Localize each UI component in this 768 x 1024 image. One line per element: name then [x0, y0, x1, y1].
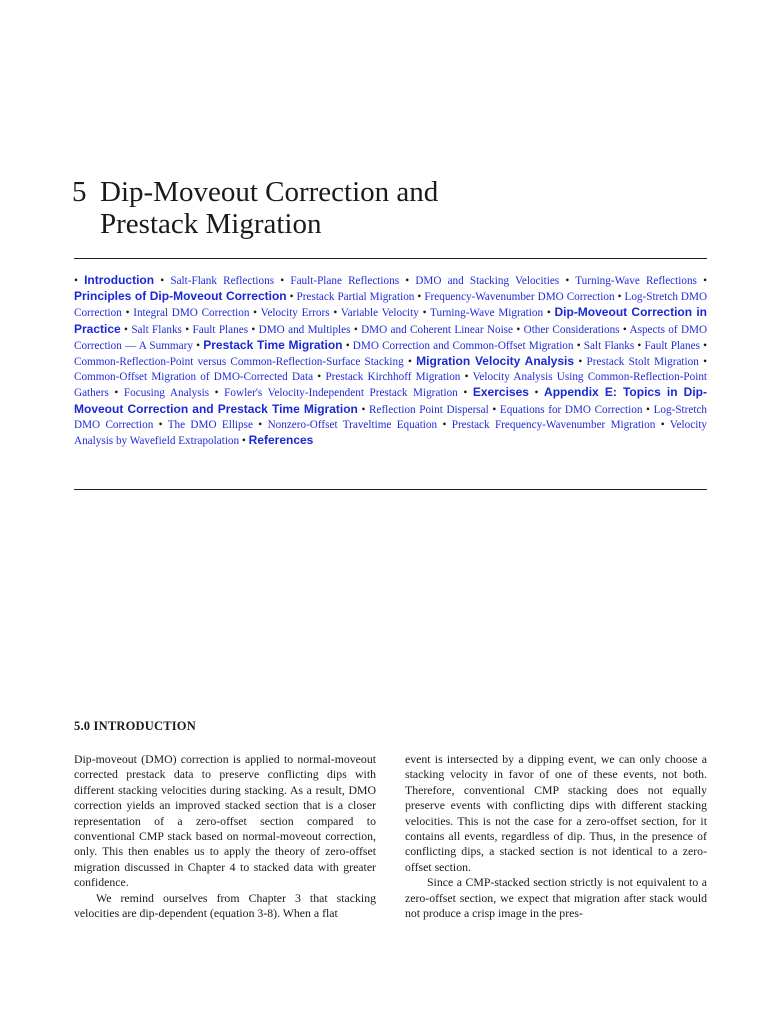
toc-subsection-link[interactable]: DMO and Multiples — [258, 323, 351, 336]
toc-bullet: • — [241, 435, 246, 448]
toc-bullet: • — [317, 371, 322, 384]
toc-subsection-link[interactable]: Fault Planes — [192, 323, 249, 336]
toc-subsection-link[interactable]: Prestack Frequency-Wavenumber Migration — [451, 418, 656, 431]
toc-bullet: • — [160, 275, 165, 287]
chapter-title-line-2: Prestack Migration — [100, 208, 322, 240]
chapter-title-line-1: Dip-Moveout Correction and — [100, 176, 439, 208]
toc-subsection-link[interactable]: Salt Flanks — [583, 339, 635, 352]
toc-bullet: • — [124, 323, 128, 336]
toc-section-link[interactable]: Migration Velocity Analysis — [416, 354, 575, 369]
toc-bullet: • — [578, 356, 583, 369]
toc-subsection-link[interactable]: Log-Stretch DMO Correction — [74, 291, 708, 320]
toc-bullet: • — [576, 339, 581, 352]
toc-bullet: • — [114, 387, 119, 400]
toc-bullet: • — [417, 291, 422, 304]
toc-subsection-link[interactable]: Prestack Kirchhoff Migration — [325, 371, 461, 384]
toc-bullet: • — [703, 275, 707, 287]
toc-subsection-link[interactable]: Integral DMO Correction — [133, 307, 250, 320]
toc-bullet: • — [463, 387, 468, 400]
toc-bullet: • — [253, 307, 258, 320]
toc-bullet: • — [516, 323, 521, 336]
chapter-number: 5 — [72, 176, 87, 208]
toc-bullet: • — [258, 418, 263, 431]
paragraph: We remind ourselves from Chapter 3 that stacking velocities are dip-dependent (equation 3-8). When a flat — [74, 890, 376, 921]
toc-bullet: • — [660, 418, 665, 431]
toc-subsection-link[interactable]: Velocity Analysis by Wavefield Extrapolation — [74, 418, 708, 448]
toc-subsection-link[interactable]: Fault Planes — [644, 339, 700, 352]
toc-subsection-link[interactable]: DMO and Coherent Linear Noise — [361, 323, 513, 336]
toc-subsection-link[interactable]: Salt Flanks — [131, 323, 182, 336]
toc-section-link[interactable]: References — [248, 433, 314, 448]
toc-bullet: • — [353, 323, 358, 336]
toc-bullet: • — [622, 323, 627, 336]
toc-bullet: • — [361, 403, 366, 416]
toc-bullet: • — [565, 275, 570, 287]
toc-bullet: • — [74, 275, 78, 287]
toc-subsection-link[interactable]: Turning-Wave Migration — [430, 307, 544, 320]
toc-bullet: • — [280, 275, 285, 287]
toc-subsection-link[interactable]: Variable Velocity — [340, 307, 419, 320]
toc-subsection-link[interactable]: Salt-Flank Reflections — [170, 275, 275, 287]
toc-bullet: • — [646, 403, 650, 416]
toc-bullet: • — [289, 291, 294, 304]
toc-bullet: • — [196, 339, 201, 352]
toc-subsection-link[interactable]: Velocity Analysis Using Common-Reflection-Point Gathers — [74, 371, 708, 400]
toc-bullet: • — [703, 356, 708, 369]
toc-subsection-link[interactable]: Common-Offset Migration of DMO-Corrected Data — [74, 371, 314, 384]
paragraph: Dip-moveout (DMO) correction is applied to normal-moveout corrected prestack data to preserve conflicting dips with different stacking velocities during stacking. As a result, DMO correction yields an improved stacked section that is a closer representation of a zero-offset section compared to conventional CMP stack based on normal-moveout correction, only. This then enables us to apply the theory of zero-offset migration discussed in Chapter 4 to stacked data with greater confidence. — [74, 752, 376, 890]
toc-subsection-link[interactable]: Frequency-Wavenumber DMO Correction — [424, 291, 615, 304]
paragraph: Since a CMP-stacked section strictly is not equivalent to a zero-offset section, we expect that migration after stack would not produce a crisp image in the pres- — [405, 875, 707, 921]
toc-subsection-link[interactable]: Velocity Errors — [260, 307, 330, 320]
toc-bullet: • — [405, 275, 410, 287]
toc-subsection-link[interactable]: The DMO Ellipse — [167, 418, 253, 431]
top-divider — [74, 258, 707, 259]
toc-bullet: • — [422, 307, 427, 320]
toc-subsection-link[interactable]: Equations for DMO Correction — [499, 403, 643, 416]
toc-bullet: • — [492, 403, 497, 416]
toc-bullet: • — [442, 418, 447, 431]
body-column-left — [74, 752, 376, 921]
toc-section-link[interactable]: Principles of Dip-Moveout Correction — [74, 289, 287, 304]
chapter-contents — [74, 273, 707, 449]
toc-bullet: • — [464, 371, 469, 384]
toc-section-link[interactable]: Exercises — [472, 385, 529, 400]
toc-section-link[interactable]: Introduction — [84, 273, 155, 287]
toc-subsection-link[interactable]: Nonzero-Offset Traveltime Equation — [267, 418, 438, 431]
toc-section-link[interactable]: Appendix E: Topics in Dip-Moveout Correction and Prestack Time Migration — [74, 385, 708, 416]
toc-bullet: • — [158, 418, 163, 431]
toc-bullet: • — [185, 323, 190, 336]
toc-section-link[interactable]: Prestack Time Migration — [203, 337, 343, 352]
toc-bullet: • — [534, 387, 539, 400]
toc-subsection-link[interactable]: Reflection Point Dispersal — [369, 403, 489, 416]
toc-subsection-link[interactable]: Prestack Stolt Migration — [586, 356, 699, 369]
toc-bullet: • — [703, 339, 708, 352]
toc-bullet: • — [407, 356, 412, 369]
toc-bullet: • — [251, 323, 256, 336]
toc-subsection-link[interactable]: Aspects of DMO Correction — A Summary — [74, 323, 708, 352]
paragraph: event is intersected by a dipping event, we can only choose a stacking velocity in favor of one of these events, not both. Therefore, conventional CMP stacking does not equally preserve events with conflicting dips with different stacking velocities. This is not the case for a zero-offset section, for it contains all events, regardless of dip. Thus, in the presence of conflicting dips, a stacked section is not identical to a zero-offset section. — [405, 752, 707, 874]
toc-subsection-link[interactable]: Common-Reflection-Point versus Common-Reflection-Surface Stacking — [74, 356, 404, 369]
toc-subsection-link[interactable]: DMO and Stacking Velocities — [415, 275, 560, 287]
toc-bullet: • — [637, 339, 642, 352]
toc-bullet: • — [345, 339, 350, 352]
toc-subsection-link[interactable]: Log-Stretch DMO Correction — [74, 403, 708, 431]
toc-section-link[interactable]: Dip-Moveout Correction in Practice — [74, 305, 708, 336]
toc-subsection-link[interactable]: Focusing Analysis — [123, 387, 210, 400]
toc-subsection-link[interactable]: DMO Correction and Common-Offset Migration — [352, 339, 574, 352]
bottom-divider — [74, 489, 707, 490]
toc-subsection-link[interactable]: Fowler's Velocity-Independent Prestack Migration — [224, 387, 458, 400]
toc-subsection-link[interactable]: Other Considerations — [523, 323, 620, 336]
toc-subsection-link[interactable]: Turning-Wave Reflections — [575, 275, 697, 287]
section-heading: 5.0 INTRODUCTION — [74, 719, 196, 733]
toc-bullet: • — [333, 307, 338, 320]
toc-subsection-link[interactable]: Fault-Plane Reflections — [290, 275, 400, 287]
toc-bullet: • — [125, 307, 130, 320]
body-column-right — [405, 752, 707, 921]
toc-bullet: • — [617, 291, 622, 304]
toc-bullet: • — [214, 387, 219, 400]
toc-bullet: • — [546, 307, 551, 320]
toc-subsection-link[interactable]: Prestack Partial Migration — [296, 291, 415, 304]
